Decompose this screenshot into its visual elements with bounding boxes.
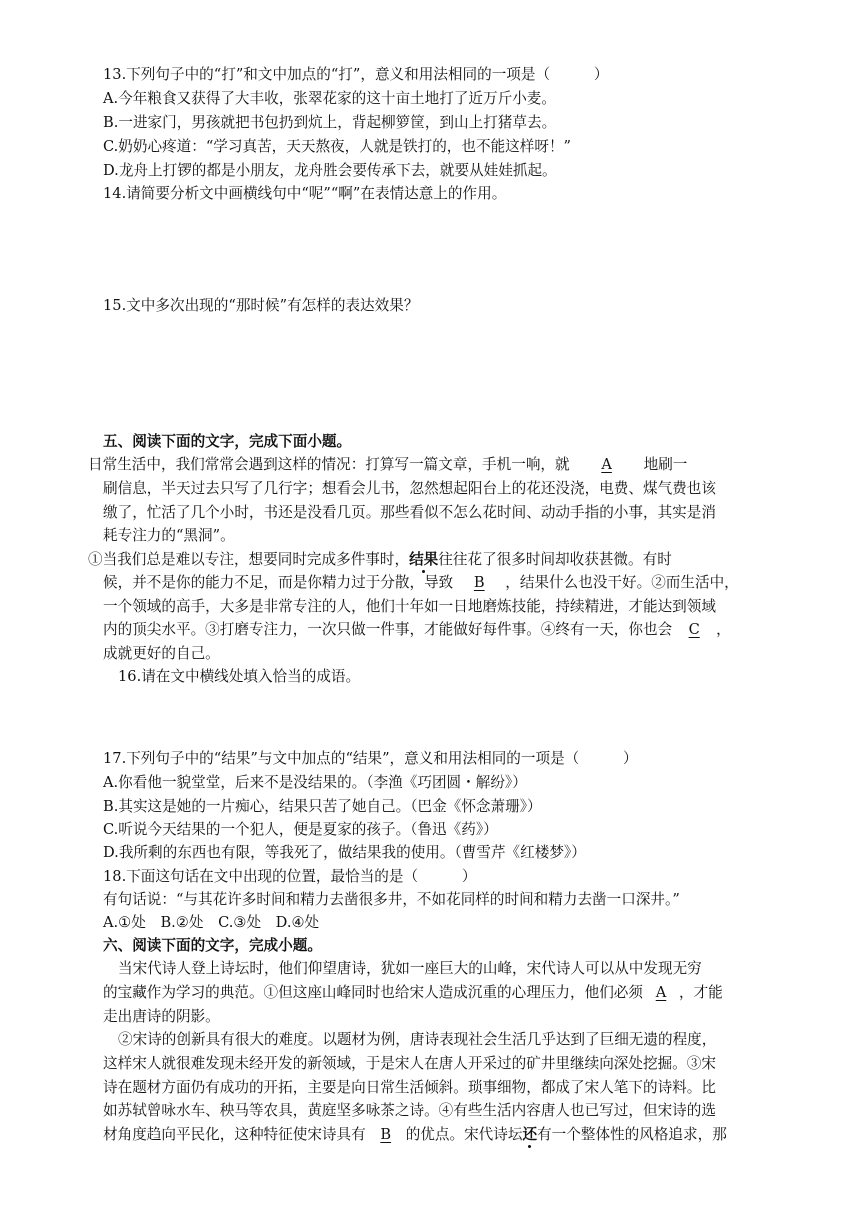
question-17-option-d: D.我所剩的东西也有限，等我死了，做结果我的使用。（曹雪芹《红楼梦》） xyxy=(103,844,586,861)
question-13-option-c: C.奶奶心疼道：“学习真苦，天天熬夜，人就是铁打的，也不能这样呀！” xyxy=(103,138,572,155)
question-17-option-a: A.你看他一貌堂堂，后来不是没结果的。（李渔《巧团圆・解纷》） xyxy=(103,774,527,791)
section-5-para-2-line-2 xyxy=(103,572,739,594)
blank-c: C xyxy=(688,621,700,638)
section-6-line-8 xyxy=(103,1124,727,1146)
section-5-para-1-line-2: 刷信息，半天过去只写了几行字；想看会儿书，忽然想起阳台上的花还没浇，电费、煤气费也该 xyxy=(103,480,716,497)
question-17: 17.下列句子中的“结果”与文中加点的“结果”，意义和用法相同的一项是（ ） xyxy=(103,750,638,767)
text-run: 往往花了很多时间却收获甚微。有时 xyxy=(438,551,672,568)
section-5-para-2-line-1 xyxy=(88,549,672,571)
question-14: 14.请简要分析文中画横线句中“呢”“啊”在表情达意上的作用。 xyxy=(103,185,507,202)
text-run: ，才能 xyxy=(678,984,723,1001)
text-run: 日常生活中，我们常常会遇到这样的情况：打算写一篇文章，手机一响，就 xyxy=(88,456,570,473)
question-17-option-c: C.听说今天结果的一个犯人，便是夏家的孩子。（鲁迅《药》） xyxy=(103,821,498,838)
blank-b: B xyxy=(380,1126,392,1143)
text-run: 有一个整体性的风格追求，那 xyxy=(537,1126,727,1143)
section-6-line-5: 这样宋人就很难发现未经开发的新领域，于是宋人在唐人开采过的矿井里继续向深处挖掘。③宋 xyxy=(103,1055,716,1072)
question-18-sentence: 有句话说：“与其花许多时间和精力去凿很多井，不如花同样的时间和精力去凿一口深井。” xyxy=(103,891,680,908)
blank-a: A xyxy=(601,456,612,473)
section-6-line-7: 如苏轼曾咏水车、秧马等农具，黄庭坚多咏茶之诗。④有些生活内容唐人也已写过，但宋诗的选 xyxy=(103,1102,716,1119)
section-6-line-3: 走出唐诗的阴影。 xyxy=(103,1008,220,1025)
question-18-options: A.①处 B.②处 C.③处 D.④处 xyxy=(103,914,320,931)
section-5-para-1-line-3: 缴了，忙活了几个小时，书还是没看几页。那些看似不怎么花时间、动动手指的小事，其实是消 xyxy=(103,504,716,521)
section-6-line-6: 诗在题材方面仍有成功的开拓，主要是向日常生活倾斜。琐事细物，都成了宋人笔下的诗料。比 xyxy=(103,1079,716,1096)
text-run: ①当我们总是难以专注，想要同时完成多件事时， xyxy=(88,551,410,568)
section-5-heading: 五、阅读下面的文字，完成下面小题。 xyxy=(103,433,352,450)
text-run: 地刷一 xyxy=(643,456,688,473)
text-run: ，结果什么也没干好。②而生活中， xyxy=(505,574,739,591)
blank-a: A xyxy=(655,984,667,1001)
text-run: 候，并不是你的能力不足，而是你精力过于分散，导致 xyxy=(103,574,454,591)
question-13: 13.下列句子中的“打”和文中加点的“打”，意义和用法相同的一项是（ ） xyxy=(103,66,609,83)
section-6-heading: 六、阅读下面的文字，完成小题。 xyxy=(103,937,322,954)
section-6-line-1: 当宋代诗人登上诗坛时，他们仰望唐诗，犹如一座巨大的山峰，宋代诗人可以从中发现无穷 xyxy=(118,960,702,977)
question-16: 16.请在文中横线处填入恰当的成语。 xyxy=(118,668,361,685)
text-run: 内的顶尖水平。③打磨专注力，一次只做一件事，才能做好每件事。④终有一天，你也会 xyxy=(103,621,673,638)
section-5-para-1-line-1 xyxy=(88,454,687,476)
text-run: 的优点。宋代诗坛 xyxy=(405,1126,523,1143)
section-5-para-2-line-5: 成就更好的自己。 xyxy=(103,645,220,662)
dotted-word: 还 xyxy=(522,1126,538,1143)
question-13-option-a: A.今年粮食又获得了大丰收，张翠花家的这十亩土地打了近万斤小麦。 xyxy=(103,90,556,107)
text-run: 的宝藏作为学习的典范。①但这座山峰同时也给宋人造成沉重的心理压力，他们必须 xyxy=(103,984,643,1001)
question-13-option-b: B.一进家门，男孩就把书包扔到炕上，背起柳箩筐，到山上打猪草去。 xyxy=(103,114,557,131)
question-15: 15.文中多次出现的“那时候”有怎样的表达效果？ xyxy=(103,297,419,314)
dotted-word: 结果 xyxy=(409,551,439,568)
question-18: 18.下面这句话在文中出现的位置，最恰当的是（ ） xyxy=(103,868,477,885)
section-5-para-2-line-3: 一个领域的高手，大多是非常专注的人，他们十年如一日地磨炼技能，持续精进，才能达到领域 xyxy=(103,598,716,615)
question-17-option-b: B.其实这是她的一片痴心，结果只苦了她自己。（巴金《怀念萧珊》） xyxy=(103,798,542,815)
blank-b: B xyxy=(473,574,485,591)
text-run: 材角度趋向平民化，这种特征使宋诗具有 xyxy=(103,1126,366,1143)
section-5-para-2-line-4: 内的顶尖水平。③打磨专注力，一次只做一件事，才能做好每件事。④终有一天，你也会 C ， xyxy=(103,619,731,641)
section-6-line-4: ②宋诗的创新具有很大的难度。以题材为例，唐诗表现社会生活几乎达到了巨细无遗的程度， xyxy=(118,1031,717,1048)
section-5-para-1-line-4: 耗专注力的“黑洞”。 xyxy=(103,527,235,544)
question-13-option-d: D.龙舟上打锣的都是小朋友，龙舟胜会要传承下去，就要从娃娃抓起。 xyxy=(103,162,557,179)
section-6-line-2 xyxy=(103,982,723,1004)
